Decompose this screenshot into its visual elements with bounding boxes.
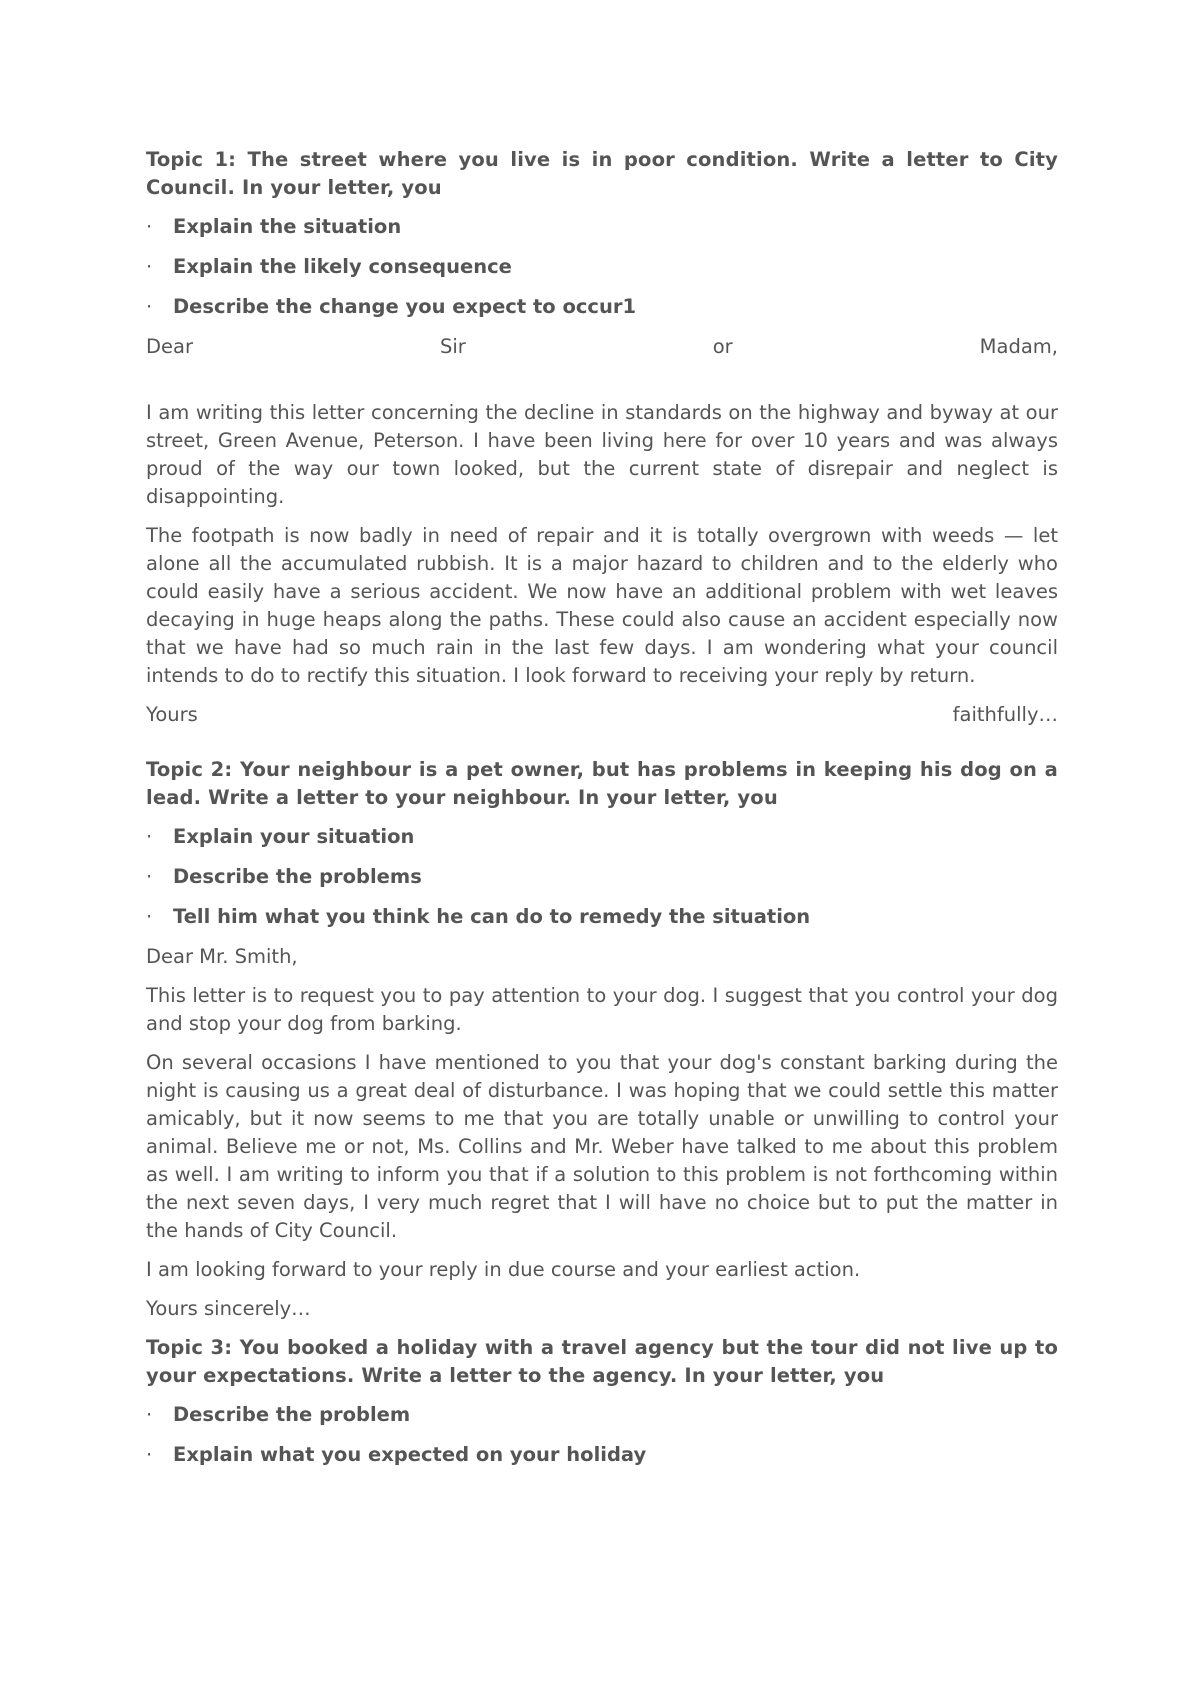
bullet-text: Describe the problem [173,1403,411,1426]
bullet-text: Describe the problems [173,865,422,888]
salutation-word: Sir [439,335,466,358]
topic-2-bullet-list [146,823,1058,931]
bullet-item [146,1441,1058,1469]
bullet-text: Explain the situation [173,215,402,238]
bullet-dot: · [146,215,153,238]
topic-1-bullet-list [146,213,1058,321]
letter-2-paragraph: I am looking forward to your reply in due course and your earliest action. [146,1258,861,1281]
topic-3-heading: Topic 3: You booked a holiday with a travel agency but the tour did not live up to your expectations. Write a letter to the agency. In your letter, you [146,1336,1058,1387]
bullet-text: Tell him what you think he can do to remedy the situation [173,905,811,928]
closing-word: Yours [146,703,198,726]
letter-1-salutation [146,333,1058,361]
bullet-item [146,823,1058,851]
bullet-item [146,213,1058,241]
letter-1-closing [146,701,1058,729]
bullet-dot: · [146,825,153,848]
bullet-text: Describe the change you expect to occur1 [173,295,637,318]
letter-2-paragraph: This letter is to request you to pay attention to your dog. I suggest that you control your dog and stop your dog from barking. [146,984,1058,1035]
topic-1-heading: Topic 1: The street where you live is in poor condition. Write a letter to City Council. In your letter, you [146,148,1058,199]
document-page [146,146,1058,1481]
bullet-dot: · [146,1403,153,1426]
topic-2-section [146,756,1058,1323]
letter-2-closing: Yours sincerely… [146,1297,311,1320]
bullet-dot: · [146,1443,153,1466]
bullet-item [146,903,1058,931]
bullet-dot: · [146,255,153,278]
topic-2-heading: Topic 2: Your neighbour is a pet owner, but has problems in keeping his dog on a lead. Write a letter to your neighbour. In your letter, you [146,758,1058,809]
bullet-dot: · [146,905,153,928]
topic-3-bullet-list [146,1401,1058,1469]
salutation-word: Madam, [979,335,1058,358]
bullet-item [146,1401,1058,1429]
bullet-dot: · [146,295,153,318]
bullet-text: Explain the likely consequence [173,255,512,278]
salutation-word: Dear [146,335,193,358]
letter-2-paragraph: On several occasions I have mentioned to you that your dog's constant barking during the night is causing us a great deal of disturbance. I was hoping that we could settle this matter amicably, but it now seems to me that you are totally unable or unwilling to control your animal. Believe me or not, Ms. Collins and Mr. Weber have talked to me about this problem as well. I am writing to inform you that if a solution to this problem is not forthcoming within the next seven days, I very much regret that I will have no choice but to put the matter in the hands of City Council. [146,1051,1058,1242]
letter-1-paragraph: The footpath is now badly in need of repair and it is totally overgrown with weeds — let alone all the accumulated rubbish. It is a major hazard to children and to the elderly who could easily have a serious accident. We now have an additional problem with wet leaves decaying in huge heaps along the paths. These could also cause an accident especially now that we have had so much rain in the last few days. I am wondering what your council intends to do to rectify this situation. I look forward to receiving your reply by return. [146,524,1058,687]
topic-3-section [146,1334,1058,1469]
bullet-item [146,293,1058,321]
letter-1-paragraph: I am writing this letter concerning the decline in standards on the highway and byway at our street, Green Avenue, Peterson. I have been living here for over 10 years and was always proud of the way our town looked, but the current state of disrepair and neglect is disappointing. [146,401,1058,508]
bullet-item [146,253,1058,281]
topic-1-section [146,146,1058,729]
bullet-dot: · [146,865,153,888]
letter-2-salutation: Dear Mr. Smith, [146,945,298,968]
bullet-text: Explain what you expected on your holiday [173,1443,647,1466]
closing-word: faithfully… [952,703,1058,726]
salutation-word: or [712,335,733,358]
bullet-text: Explain your situation [173,825,415,848]
bullet-item [146,863,1058,891]
